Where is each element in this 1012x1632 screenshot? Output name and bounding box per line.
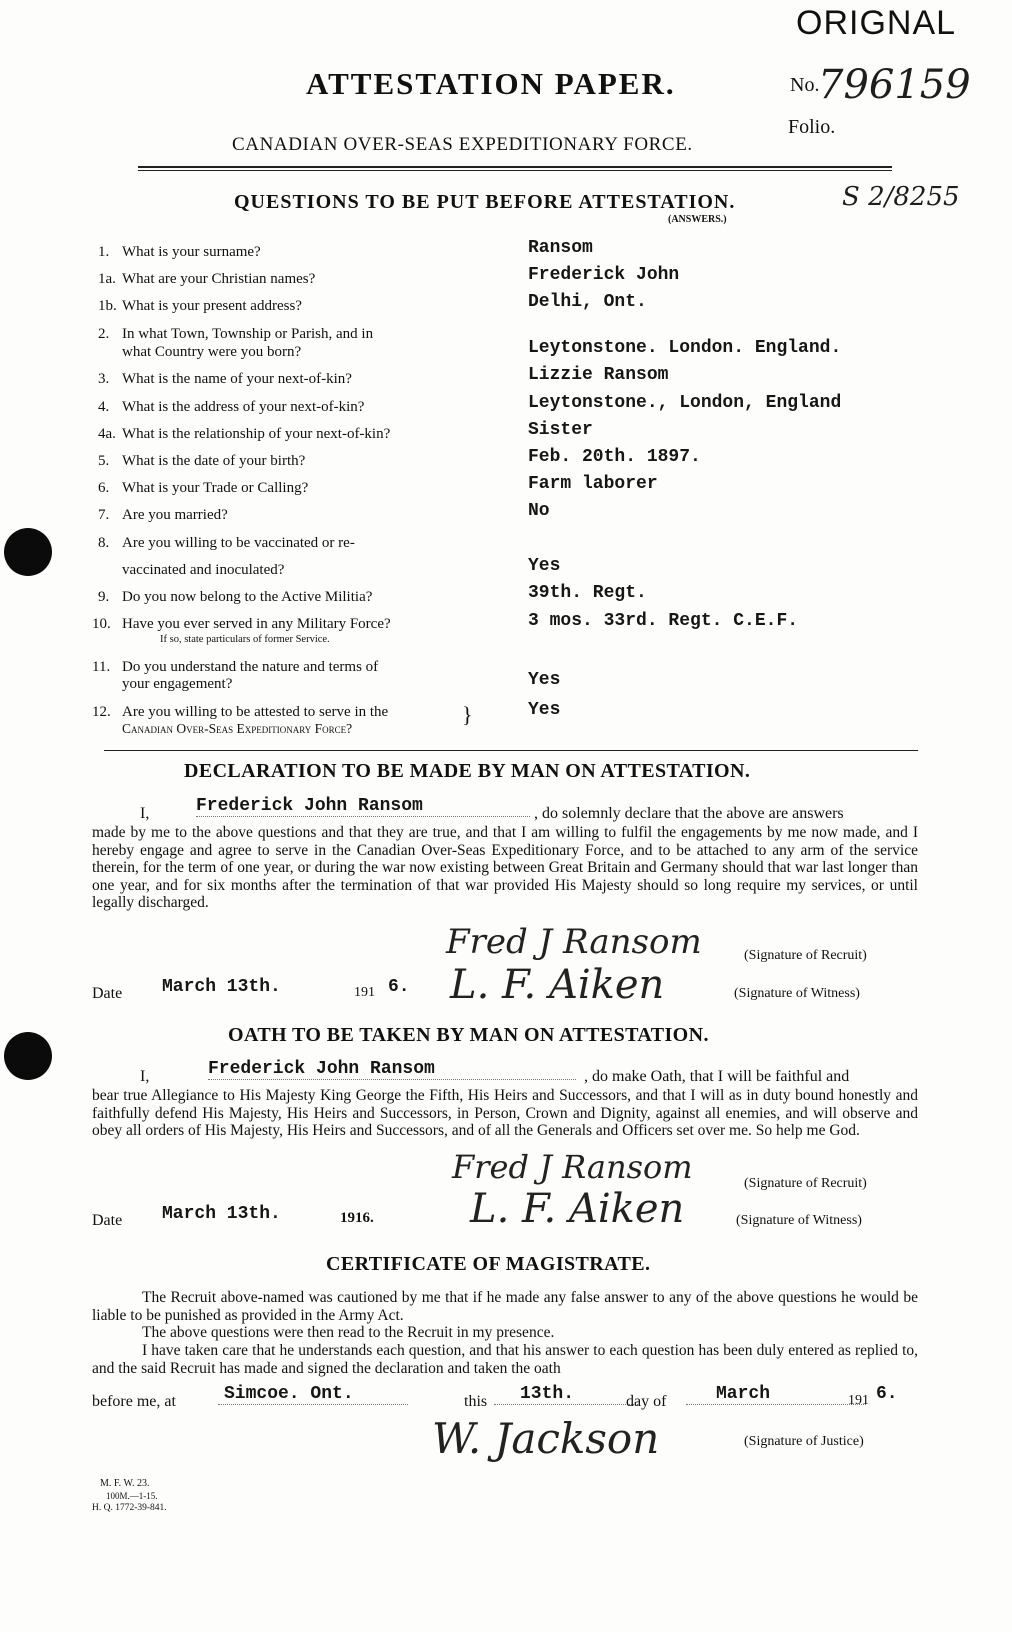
answer-text: Frederick John [528,265,680,285]
question-text: What is the name of your next-of-kin? [122,371,352,387]
answer-text: Sister [528,420,593,440]
margin-note: S 2/8255 [842,182,960,212]
question-number: 2. [98,326,110,342]
question-text-line2: your engagement? [122,676,233,692]
page-subtitle: CANADIAN OVER-SEAS EXPEDITIONARY FORCE. [232,134,693,155]
answer-text: Leytonstone., London, England [528,393,842,413]
witness-signature: L. F. Aiken [450,962,665,1008]
answer-text: Delhi, Ont. [528,292,647,312]
answer-text: Yes [528,700,561,720]
brace: } [462,702,473,727]
answer-text: Ransom [528,238,593,258]
question-text: Are you willing to be vaccinated or re- [122,535,355,551]
place-value: Simcoe. Ont. [218,1384,408,1405]
cert-year-suffix: 6. [876,1384,898,1404]
oath-heading: OATH TO BE TAKEN BY MAN ON ATTESTATION. [228,1024,709,1046]
certificate-p1: The Recruit above-named was cautioned by me that if he made any false answer to any of the above questions he would be liable to be punished as provided in the Army Act. [92,1289,918,1324]
punch-hole-bottom [4,1032,52,1080]
question-text-line2: vaccinated and inoculated? [122,562,285,578]
question-text-line2: what Country were you born? [122,344,302,360]
justice-signature: W. Jackson [432,1414,660,1463]
oath-witness-label: (Signature of Witness) [736,1213,862,1228]
question-text: What is the address of your next-of-kin? [122,399,365,415]
oath-year: 1916. [340,1210,374,1226]
question-number: 7. [98,507,110,523]
oath-witness-signature: L. F. Aiken [470,1186,685,1232]
year-prefix: 191 [354,985,375,1000]
header-rule-thin [138,170,892,171]
oath-recruit-label: (Signature of Recruit) [744,1176,867,1191]
print-run: 100M.—1-15. [106,1491,158,1501]
no-label: No. [790,74,820,96]
folio-label: Folio. [788,116,836,138]
regimental-number: 796159 [818,62,971,108]
question-number: 8. [98,535,110,551]
question-number: 11. [92,659,111,675]
question-number: 3. [98,371,110,387]
question-text: Are you married? [122,507,228,523]
date-value: March 13th. [162,977,281,997]
oath-date-value: March 13th. [162,1204,281,1224]
this-label: this [464,1393,488,1410]
section-rule [104,750,918,751]
question-number: 1b. [98,298,117,314]
before-label: before me, at [92,1393,176,1410]
answer-text: 3 mos. 33rd. Regt. C.E.F. [528,611,799,631]
declaration-body: made by me to the above questions and that they are true, and that I am willing to fulfil the engagements by me now made, and I hereby engage and agree to serve in the Canadian Over-Seas Expeditionary Force, and to be attached to any arm of the service therein, for the term of one year, or during the war now existing between Great Britain and Germany should that war last longer than one year, and for six months after the termination of that war provided His Majesty should so long require my services, or until legally discharged. [92,824,918,911]
question-number: 6. [98,480,110,496]
oath-date-label: Date [92,1212,123,1229]
question-number: 9. [98,589,110,605]
oath-name: Frederick John Ransom [208,1059,576,1080]
question-text: What is your present address? [122,298,302,314]
answer-text: Yes [528,670,561,690]
justice-signature-label: (Signature of Justice) [744,1434,864,1449]
answer-text: Leytonstone. London. England. [528,338,842,358]
declarant-name: Frederick John Ransom [196,796,530,817]
question-text: Do you understand the nature and terms of [122,659,379,675]
question-number: 10. [92,616,111,632]
question-text: What are your Christian names? [122,271,316,287]
answer-text: 39th. Regt. [528,583,647,603]
question-text: In what Town, Township or Parish, and in [122,326,374,342]
cert-year-prefix: 191 [848,1393,869,1408]
date-label: Date [92,985,123,1002]
question-text-line2: If so, state particulars of former Service. [160,634,330,645]
questions-heading: QUESTIONS TO BE PUT BEFORE ATTESTATION. [234,191,736,213]
question-text: What is your surname? [122,244,261,260]
hq-code: H. Q. 1772-39-841. [92,1503,167,1513]
answer-text: Lizzie Ransom [528,365,669,385]
declaration-line1: , do solemnly declare that the above are answers [534,805,844,822]
declaration-heading: DECLARATION TO BE MADE BY MAN ON ATTESTATION. [184,760,751,782]
recruit-signature: Fred J Ransom [446,922,702,962]
question-number: 12. [92,704,111,720]
question-number: 4. [98,399,110,415]
answer-text: Feb. 20th. 1897. [528,447,701,467]
form-code: M. F. W. 23. [100,1478,150,1489]
answer-text: Yes [528,556,561,576]
question-text-line2: Canadian Over-Seas Expeditionary Force? [122,721,353,736]
question-number: 4a. [98,426,116,442]
page-title: ATTESTATION PAPER. [306,66,676,101]
question-text: What is the relationship of your next-of-kin? [122,426,391,442]
header-rule [138,166,892,168]
punch-hole-top [4,528,52,576]
month-value: March [686,1384,866,1405]
question-text: Have you ever served in any Military Force? [122,616,391,632]
certificate-heading: CERTIFICATE OF MAGISTRATE. [326,1253,651,1275]
certificate-p3: I have taken care that he understands each question, and that his answer to each question has been duly entered as replied to, and the said Recruit has made and signed the declaration and taken the oath [92,1342,918,1377]
certificate-p2: The above questions were then read to the Recruit in my presence. [142,1324,555,1341]
question-text: What is the date of your birth? [122,453,306,469]
answers-label: (ANSWERS.) [668,214,727,225]
recruit-signature-label: (Signature of Recruit) [744,948,867,963]
declaration-i: I, [140,805,150,822]
question-number: 1a. [98,271,116,287]
day-of-label: day of [626,1393,667,1410]
answer-text: No [528,501,550,521]
question-number: 1. [98,244,110,260]
original-stamp: ORIGNAL [796,4,957,42]
day-value: 13th. [494,1384,638,1405]
question-number: 5. [98,453,110,469]
answer-text: Farm laborer [528,474,658,494]
question-text: What is your Trade or Calling? [122,480,309,496]
witness-signature-label: (Signature of Witness) [734,986,860,1001]
question-text: Do you now belong to the Active Militia? [122,589,373,605]
oath-i: I, [140,1068,150,1085]
oath-body: bear true Allegiance to His Majesty King George the Fifth, His Heirs and Successors, and that I will as in duty bound honestly and faithfully defend His Majesty, His Heirs and Successors, in Person, Crown and Dignity, against all enemies, and will observe and obey all orders of His Majesty, His Heirs and Successors, and of all the Generals and Officers set over me. So help me God. [92,1087,918,1139]
question-text: Are you willing to be attested to serve in the [122,704,389,720]
oath-line1: , do make Oath, that I will be faithful and [584,1068,850,1085]
oath-recruit-signature: Fred J Ransom [452,1148,693,1186]
year-suffix: 6. [388,977,410,997]
